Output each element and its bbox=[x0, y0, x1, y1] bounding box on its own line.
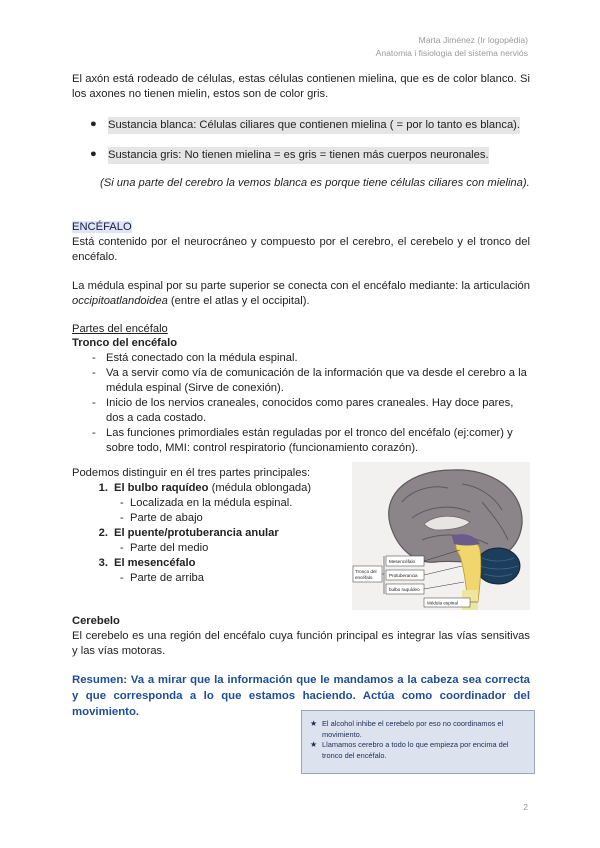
parts-numbered-list bbox=[72, 481, 352, 586]
medula-paragraph bbox=[72, 279, 530, 309]
item-title: El mesencéfalo bbox=[114, 557, 196, 569]
note-item bbox=[310, 740, 526, 761]
bullet-grey-matter bbox=[90, 147, 530, 164]
numbered-item bbox=[72, 556, 352, 571]
sub-item: - Parte del medio bbox=[72, 541, 352, 556]
item-number: 1. bbox=[98, 482, 108, 494]
item-title: El bulbo raquídeo bbox=[114, 482, 209, 494]
note-item-text: Llamamos cerebro a todo lo que empieza por encima del tronco del encéfalo. bbox=[322, 740, 509, 760]
note-item bbox=[310, 719, 526, 740]
page-header bbox=[376, 34, 528, 60]
list-item: - Las funciones primordiales están reguladas por el tronco del encéfalo (ej:comer) y sobre todo, MMI: control respiratorio (funcionamiento corazón). bbox=[72, 426, 530, 456]
label-tronco-line2: encéfalo bbox=[355, 575, 373, 580]
header-course: Anatomia i fisiologia del sistema nerviós bbox=[375, 48, 528, 58]
item-number: 2. bbox=[98, 527, 108, 539]
numbered-item bbox=[72, 481, 352, 496]
star-icon: ★ bbox=[310, 740, 318, 749]
medula-text: La médula espinal por su parte superior se conecta con el encéfalo mediante: la articulación bbox=[72, 280, 530, 292]
item-title: El puente/protuberancia anular bbox=[114, 527, 279, 539]
distinguir-text: Podemos distinguir en él tres partes principales: bbox=[72, 467, 311, 479]
summary-text: Va a mirar que la información que le mandamos a la cabeza sea correcta y que corresponda a lo que estamos haciendo. Actúa como coordinador del movimiento. bbox=[72, 674, 530, 718]
section-title-text: ENCÉFALO bbox=[72, 221, 132, 233]
brain-sagittal-figure bbox=[352, 462, 530, 610]
star-icon: ★ bbox=[310, 719, 318, 728]
partes-title: Partes del encéfalo bbox=[72, 323, 168, 335]
item-title-line bbox=[114, 481, 311, 496]
encefalo-paragraph: Está contenido por el neurocráneo y compuesto por el cerebro, el cerebelo y el tronco del encéfalo. bbox=[72, 236, 530, 263]
italic-note: (Si una parte del cerebro la vemos blanca es porque tiene células ciliares con mielina). bbox=[100, 177, 530, 189]
medula-text-end: (entre el atlas y el occipital). bbox=[167, 295, 310, 307]
summary-label: Resumen: bbox=[72, 674, 128, 686]
header-author: Marta Jiménez (Ir logopèdia) bbox=[418, 35, 528, 45]
sub-item: - Parte de abajo bbox=[72, 511, 352, 526]
notes-box bbox=[301, 710, 535, 774]
bullet-white-matter bbox=[90, 117, 530, 134]
cerebelo-paragraph: El cerebelo es una región del encéfalo cuya función principal es integrar las vías sensitivas y las vías motoras. bbox=[72, 630, 530, 657]
cerebellum-shape bbox=[476, 548, 520, 584]
label-bulbo: bulbo raquídeo bbox=[389, 587, 420, 592]
list-item: - Inicio de los nervios craneales, conocidos como pares craneales. Hay doce pares, dos a cada costado. bbox=[72, 396, 530, 426]
list-item: - Va a servir como vía de comunicación de la información que va desde el cerebro a la médula espinal (Sirve de conexión). bbox=[72, 366, 530, 396]
bullet-text: Sustancia gris: No tienen mielina = es gris = tienen más cuerpos neuronales. bbox=[108, 147, 489, 164]
note-item-text: El alcohol inhibe el cerebelo por eso no coordinamos el movimiento. bbox=[322, 719, 504, 739]
section-title-encefalo bbox=[72, 220, 530, 235]
tronco-list bbox=[72, 351, 530, 456]
list-item: - Está conectado con la médula espinal. bbox=[72, 351, 530, 366]
bullet-dot-icon: ● bbox=[90, 148, 97, 160]
tronco-title: Tronco del encéfalo bbox=[72, 337, 178, 349]
label-tronco-line1: Tronco del bbox=[355, 569, 377, 574]
label-mesencefalo: Mesencéfalo bbox=[389, 559, 416, 564]
sub-item: - Parte de arriba bbox=[72, 571, 352, 586]
page-number: 2 bbox=[523, 802, 528, 812]
label-protuberancia: Protuberancia bbox=[389, 573, 418, 578]
intro-paragraph: El axón está rodeado de células, estas células contienen mielina, que es de color blanco. Si los axones no tienen mielin, estos son de color gris. bbox=[72, 73, 530, 100]
item-number: 3. bbox=[98, 557, 108, 569]
bullet-text: Sustancia blanca: Células ciliares que contienen mielina ( = por lo tanto es blanca). bbox=[108, 117, 520, 134]
label-medula: Médula espinal bbox=[427, 600, 458, 606]
cerebelo-title: Cerebelo bbox=[72, 615, 120, 627]
numbered-item bbox=[72, 526, 352, 541]
medula-italic-term: occipitoatlandoidea bbox=[72, 295, 168, 307]
bullet-dot-icon: ● bbox=[90, 118, 97, 130]
sub-item: - Localizada en la médula espinal. bbox=[72, 496, 352, 511]
item-extra: (médula oblongada) bbox=[208, 482, 312, 494]
